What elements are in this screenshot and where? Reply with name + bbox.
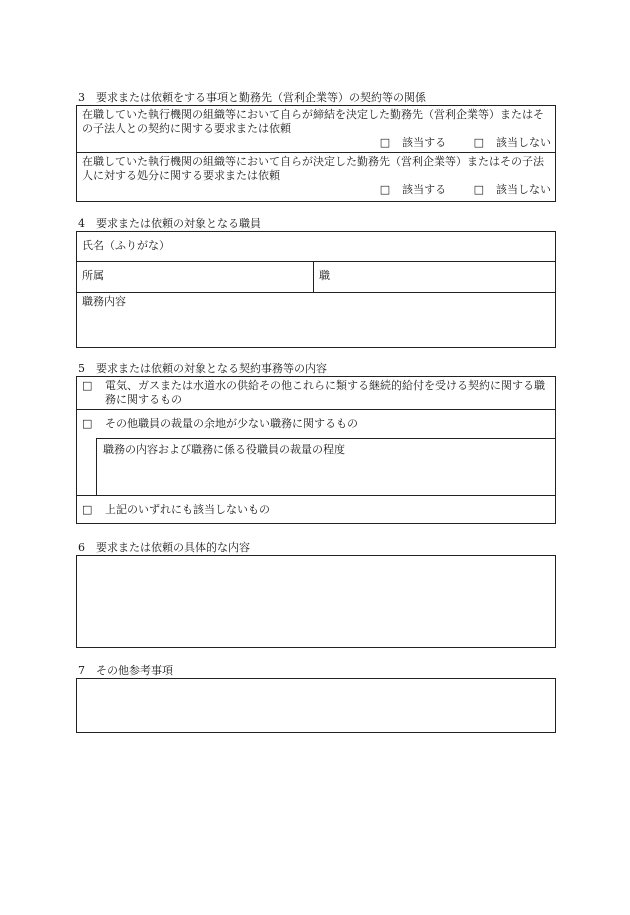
checkbox-icon[interactable]: □ — [473, 135, 484, 149]
affiliation-label: 所属 — [82, 269, 104, 282]
column-divider — [313, 262, 314, 292]
section3-row-disposition-options — [77, 183, 555, 197]
duties-row[interactable] — [77, 293, 555, 347]
section4-title: 4 要求または依頼の対象となる職員 — [78, 217, 261, 230]
checkbox-icon[interactable]: □ — [82, 417, 93, 430]
duties-label: 職務内容 — [82, 295, 126, 308]
section3-row-disposition-text: 在職していた執行機関の組織等において自らが決定した勤務先（営利企業等）またはその子法人に対する処分に関する要求または依頼 — [82, 155, 544, 182]
not-applicable-option[interactable] — [474, 183, 551, 197]
section3-row-disposition — [77, 153, 555, 201]
discretion-detail-label: 職務の内容および職務に係る役職員の裁量の程度 — [103, 443, 345, 456]
applicable-option[interactable] — [380, 183, 446, 197]
section3-title: 3 要求または依頼をする事項と勤務先（営利企業等）の契約等の関係 — [78, 91, 426, 104]
section3-table — [76, 105, 556, 202]
section5-item-low-discretion-text: その他職員の裁量の余地が少ない職務に関するもの — [105, 417, 358, 430]
section7-title: 7 その他参考事項 — [78, 664, 173, 677]
section5-item-continuous-supply[interactable] — [77, 377, 555, 410]
position-label: 職 — [319, 269, 330, 282]
applicable-label: 該当する — [402, 182, 447, 196]
checkbox-icon[interactable]: □ — [379, 135, 391, 149]
section7-content-box[interactable] — [76, 678, 556, 733]
name-row[interactable] — [77, 232, 555, 262]
checkbox-icon[interactable]: □ — [473, 182, 484, 196]
section5-item-none[interactable] — [77, 496, 555, 523]
section5-item-continuous-supply-text: 電気、ガスまたは水道水の供給その他これらに類する継続的給付を受ける契約に関する職務に関するもの — [105, 379, 545, 406]
affiliation-position-row — [77, 262, 555, 293]
section6-content-box[interactable] — [76, 555, 556, 648]
section5-item-none-text: 上記のいずれにも該当しないもの — [105, 503, 270, 516]
not-applicable-option[interactable] — [474, 136, 551, 150]
section5-table — [76, 376, 556, 524]
checkbox-icon[interactable]: □ — [379, 182, 391, 196]
discretion-detail-box[interactable] — [96, 438, 556, 496]
not-applicable-label: 該当しない — [496, 135, 551, 149]
not-applicable-label: 該当しない — [496, 182, 551, 196]
section4-table — [76, 231, 556, 348]
section6-title: 6 要求または依頼の具体的な内容 — [78, 541, 250, 554]
checkbox-icon[interactable]: □ — [82, 379, 93, 392]
section5-item-low-discretion[interactable] — [77, 410, 555, 496]
applicable-option[interactable] — [380, 136, 446, 150]
name-label: 氏名（ふりがな） — [82, 239, 170, 252]
section3-row-contract-options — [77, 136, 555, 150]
checkbox-icon[interactable]: □ — [82, 503, 93, 516]
section5-title: 5 要求または依頼の対象となる契約事務等の内容 — [78, 362, 327, 375]
section3-row-contract-text: 在職していた執行機関の組織等において自らが締結を決定した勤務先（営利企業等）またはその子法人との契約に関する要求または依頼 — [82, 108, 544, 135]
section3-row-contract — [77, 106, 555, 153]
applicable-label: 該当する — [402, 135, 447, 149]
